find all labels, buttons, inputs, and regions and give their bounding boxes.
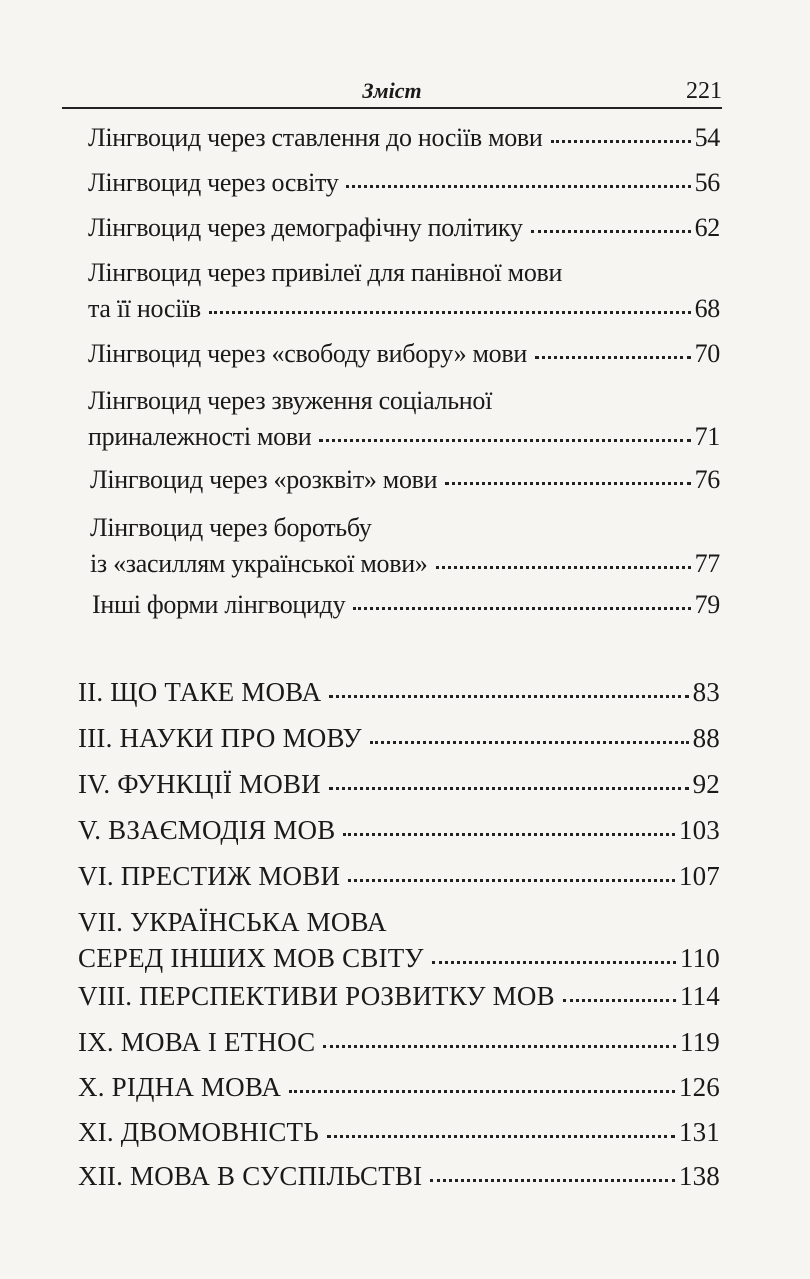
toc-chapter[interactable] xyxy=(78,674,720,710)
chapter-title: XI. ДВОМОВНІСТЬ xyxy=(78,1117,319,1147)
dot-leader xyxy=(329,695,688,698)
entry-page: 70 xyxy=(694,339,720,368)
entry-page: 77 xyxy=(694,549,720,578)
toc-entry[interactable] xyxy=(88,336,720,372)
toc-entry[interactable] xyxy=(88,255,720,327)
entry-title: Лінгвоцид через «розквіт» мови xyxy=(90,465,438,494)
entry-title: Інші форми лінгвоциду xyxy=(92,590,346,619)
chapter-page: 114 xyxy=(679,981,720,1011)
chapter-page: 110 xyxy=(679,943,720,973)
header-title: Зміст xyxy=(362,78,422,103)
chapter-title: VII. УКРАЇНСЬКА МОВА xyxy=(78,907,387,937)
toc-entry[interactable] xyxy=(88,210,720,246)
entry-title: Лінгвоцид через привілеї для панівної мови xyxy=(88,258,563,287)
dot-leader xyxy=(348,879,675,882)
toc-chapter[interactable] xyxy=(78,720,720,756)
chapter-title: XII. МОВА В СУСПІЛЬСТВІ xyxy=(78,1161,423,1191)
chapter-page: 126 xyxy=(678,1072,720,1102)
dot-leader xyxy=(436,566,691,569)
entry-title: Лінгвоцид через освіту xyxy=(88,168,339,197)
chapter-title: III. НАУКИ ПРО МОВУ xyxy=(78,723,362,753)
chapter-page: 88 xyxy=(692,723,720,753)
toc-chapter[interactable] xyxy=(78,1158,720,1194)
toc-chapter[interactable] xyxy=(78,1114,720,1150)
running-header xyxy=(62,78,722,108)
entry-title: Лінгвоцид через демографічну політику xyxy=(88,213,523,242)
dot-leader xyxy=(563,999,676,1002)
chapter-page: 119 xyxy=(679,1027,720,1057)
entry-title: Лінгвоцид через звуження соціальної xyxy=(88,386,493,415)
dot-leader xyxy=(430,1179,675,1182)
chapter-page: 107 xyxy=(678,861,720,891)
entry-page: 79 xyxy=(694,590,720,619)
chapter-title: VIII. ПЕРСПЕКТИВИ РОЗВИТКУ МОВ xyxy=(78,981,555,1011)
toc-entry[interactable] xyxy=(88,165,720,201)
entry-title-continued: із «засиллям української мови» xyxy=(90,549,428,578)
chapter-title: VI. ПРЕСТИЖ МОВИ xyxy=(78,861,341,891)
entry-page: 54 xyxy=(694,123,720,152)
dot-leader xyxy=(323,1045,676,1048)
entry-title: Лінгвоцид через ставлення до носіїв мови xyxy=(88,123,543,152)
toc-chapter[interactable] xyxy=(78,1024,720,1060)
toc-chapter[interactable] xyxy=(78,1069,720,1105)
dot-leader xyxy=(289,1090,675,1093)
header-page-number: 221 xyxy=(686,78,722,104)
toc-entry[interactable] xyxy=(90,462,720,498)
chapter-title: V. ВЗАЄМОДІЯ МОВ xyxy=(78,815,336,845)
entry-title-continued: та її носіїв xyxy=(88,294,201,323)
chapter-page: 131 xyxy=(678,1117,720,1147)
dot-leader xyxy=(319,439,690,442)
toc-entry[interactable] xyxy=(88,120,720,156)
toc-chapter[interactable] xyxy=(78,904,720,976)
chapter-title: X. РІДНА МОВА xyxy=(78,1072,282,1102)
toc-entry[interactable] xyxy=(92,587,720,623)
dot-leader xyxy=(370,741,689,744)
dot-leader xyxy=(343,833,674,836)
entry-page: 62 xyxy=(694,213,720,242)
entry-page: 68 xyxy=(694,294,720,323)
toc-chapter[interactable] xyxy=(78,858,720,894)
dot-leader xyxy=(531,230,691,233)
toc-entry[interactable] xyxy=(88,383,720,455)
dot-leader xyxy=(432,961,676,964)
entry-title: Лінгвоцид через боротьбу xyxy=(90,513,372,542)
chapter-title: II. ЩО ТАКЕ МОВА xyxy=(78,677,322,707)
dot-leader xyxy=(329,787,689,790)
chapter-page: 138 xyxy=(678,1161,720,1191)
toc-chapter[interactable] xyxy=(78,812,720,848)
dot-leader xyxy=(353,607,690,610)
chapter-page: 92 xyxy=(692,769,720,799)
entry-page: 56 xyxy=(694,168,720,197)
dot-leader xyxy=(535,356,691,359)
chapter-title-continued: СЕРЕД ІНШИХ МОВ СВІТУ xyxy=(78,943,424,973)
entry-page: 71 xyxy=(694,422,720,451)
chapter-title: IX. МОВА І ЕТНОС xyxy=(78,1027,316,1057)
dot-leader xyxy=(445,482,690,485)
entry-title: Лінгвоцид через «свободу вибору» мови xyxy=(88,339,527,368)
toc-entry[interactable] xyxy=(90,510,720,582)
entry-page: 76 xyxy=(694,465,720,494)
entry-title-continued: приналежності мови xyxy=(88,422,312,451)
dot-leader xyxy=(346,185,690,188)
header-rule xyxy=(62,107,722,109)
chapter-page: 83 xyxy=(692,677,720,707)
toc-chapter[interactable] xyxy=(78,766,720,802)
chapter-page: 103 xyxy=(678,815,720,845)
dot-leader xyxy=(327,1135,675,1138)
toc-chapter[interactable] xyxy=(78,978,720,1014)
chapter-title: IV. ФУНКЦІЇ МОВИ xyxy=(78,769,321,799)
dot-leader xyxy=(209,311,691,314)
dot-leader xyxy=(551,140,691,143)
